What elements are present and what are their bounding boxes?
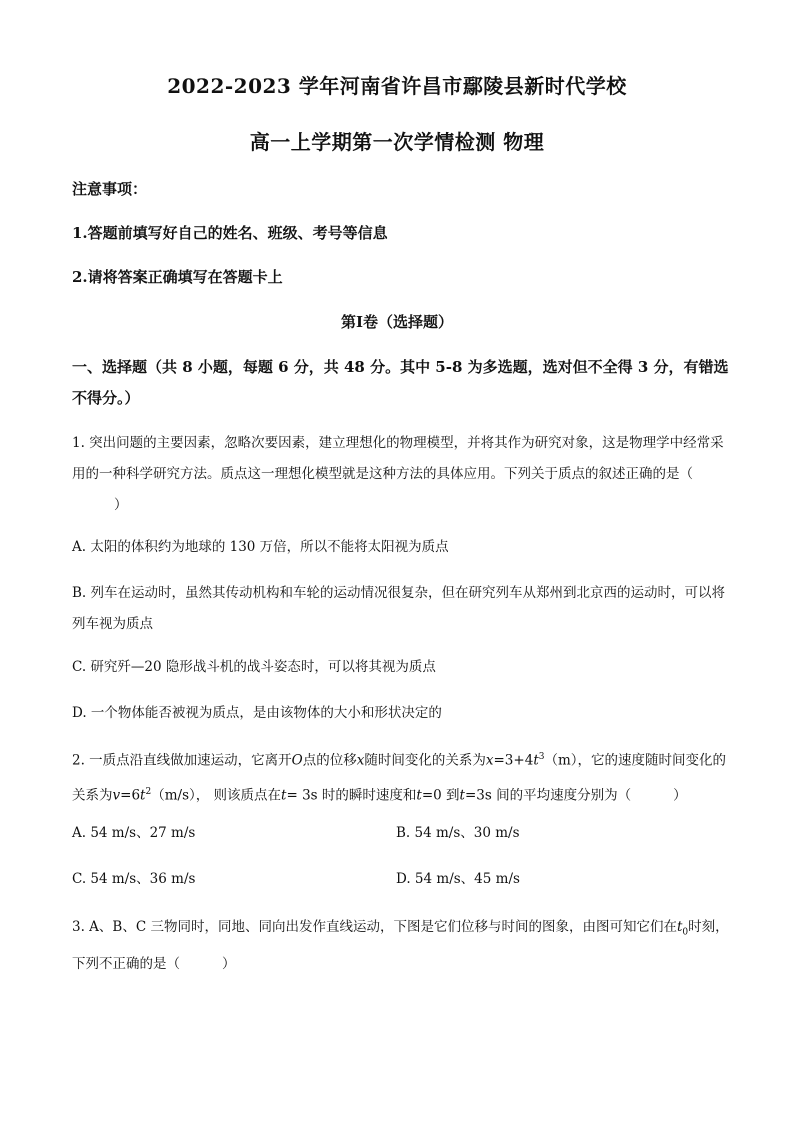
question-2-option-b: B. 54 m/s、30 m/s xyxy=(396,825,520,841)
q2-formula2-exp: 2 xyxy=(145,786,152,797)
q2-point-o: O xyxy=(291,752,303,769)
paren-close: ） xyxy=(673,787,687,803)
q2-var-t3: t xyxy=(459,787,465,803)
notice-item-2: 2.请将答案正确填写在答题卡上 xyxy=(72,268,283,286)
q2-text-8: =3s 间的平均速度分别为（ xyxy=(464,787,632,803)
q2-text-2: 点的位移 xyxy=(302,752,357,769)
q2-var-x: x xyxy=(356,752,365,769)
q2-text-1: 2. 一质点沿直线做加速运动，它离开 xyxy=(72,752,292,769)
q2-text-7: =0 到 xyxy=(421,787,460,803)
q2-formula1-t: t xyxy=(533,752,539,769)
q3-var-t-sub: 0 xyxy=(682,927,689,938)
exam-title-line2: 高一上学期第一次学情检测 物理 xyxy=(249,130,545,154)
q2-formula2-v: v xyxy=(112,787,121,803)
notice-heading: 注意事项： xyxy=(72,180,148,198)
part-heading: 一、选择题（共 8 小题，每题 6 分，共 48 分。其中 5-8 为多选题，选对但不全得 3 分，有错选不得分。） xyxy=(72,358,729,407)
question-3-stem xyxy=(72,912,732,980)
q2-formula1-exp: 3 xyxy=(538,752,545,762)
q3-text-2: 时刻，下列不正确的是（ xyxy=(72,919,729,972)
question-1-option-c: C. 研究歼—20 隐形战斗机的战斗姿态时，可以将其视为质点 xyxy=(72,659,436,675)
notice-item-1: 1.答题前填写好自己的姓名、班级、考号等信息 xyxy=(72,224,388,242)
question-2-option-c: C. 54 m/s、36 m/s xyxy=(72,871,196,887)
q3-var-t: t xyxy=(676,919,683,935)
paren-close: ） xyxy=(114,497,128,513)
q2-var-t2: t xyxy=(416,787,422,803)
q2-formula2-t: t xyxy=(140,787,146,803)
section-heading: 第I卷（选择题） xyxy=(340,313,454,331)
question-1-option-b: B. 列车在运动时，虽然其传动机构和车轮的运动情况很复杂，但在研究列车从郑州到北京西的运动时，可以将列车视为质点 xyxy=(72,585,726,632)
q2-formula1-x: x xyxy=(485,752,494,769)
question-2-option-a: A. 54 m/s、27 m/s xyxy=(72,825,196,841)
exam-title-line1: 2022-2023 学年河南省许昌市鄢陵县新时代学校 xyxy=(167,74,627,98)
question-2-option-d: D. 54 m/s、45 m/s xyxy=(396,871,520,887)
q2-var-t1: t xyxy=(281,787,287,803)
q3-text-1: 3. A、B、C 三物同时，同地、同向出发作直线运动，下图是它们位移与时间的图象，由图可知它们在 xyxy=(72,919,677,935)
q2-text-4: （m），它的速度随时间变化的关系为 xyxy=(72,752,727,803)
question-1-option-d: D. 一个物体能否被视为质点，是由该物体的大小和形状决定的 xyxy=(72,705,442,721)
question-1-option-a: A. 太阳的体积约为地球的 130 万倍，所以不能将太阳视为质点 xyxy=(72,539,449,555)
question-1-text: 1. 突出问题的主要因素，忽略次要因素，建立理想化的物理模型，并将其作为研究对象，这是物理学中经常采用的一种科学研究方法。质点这一理想化模型就是这种方法的具体应用。下列关于质点的叙述正确的是（ xyxy=(72,435,724,482)
question-1-stem xyxy=(72,428,732,521)
paren-close: ） xyxy=(222,955,236,972)
q2-formula2-body: =6 xyxy=(120,787,141,803)
q2-text-5: （m/s）， 则该质点在 xyxy=(151,787,282,803)
q2-text-3: 随时间变化的关系为 xyxy=(364,752,486,769)
q2-text-6: = 3s 时的瞬时速度和 xyxy=(286,787,417,803)
q2-formula1-body: =3+4 xyxy=(493,752,534,769)
question-2-stem xyxy=(72,742,732,811)
